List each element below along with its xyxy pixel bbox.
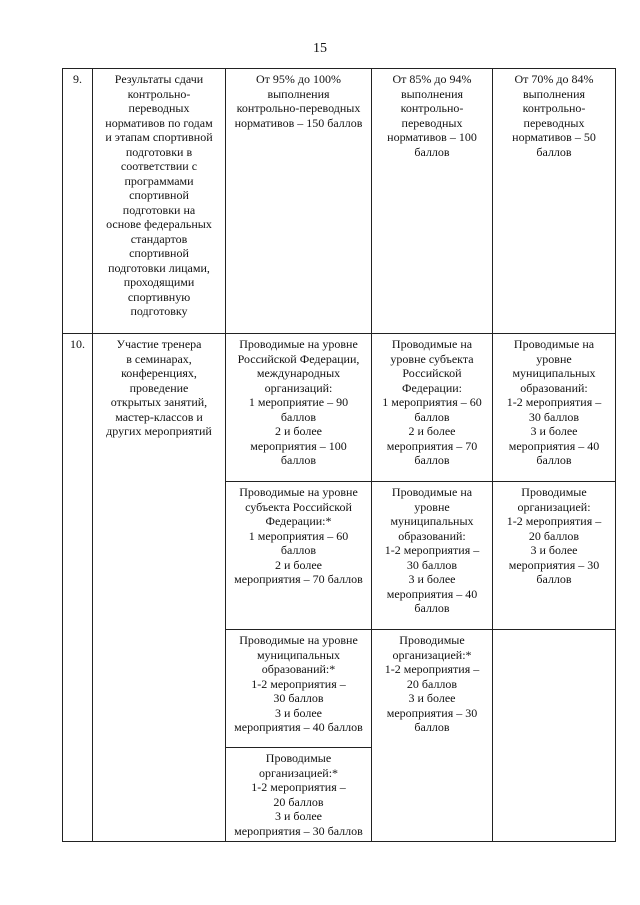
cell-text-line: баллов: [536, 572, 572, 586]
cell-text-line: основе федеральных: [106, 217, 212, 231]
score-cell: [226, 748, 372, 842]
score-cell: [372, 482, 493, 630]
cell-text-line: 3 и более: [274, 809, 322, 823]
cell-text-line: мероприятия – 30: [508, 557, 600, 572]
cell-text-line: 1-2 мероприятия –: [251, 780, 346, 794]
score-cell: [226, 334, 372, 482]
cell-text-line: переводных: [128, 101, 190, 115]
cell-text-line: подготовки на: [122, 202, 196, 217]
cell-text-line: 1 мероприятия – 60: [248, 528, 349, 543]
score-cell: [493, 482, 616, 630]
cell-text-line: нормативов – 100: [387, 130, 477, 144]
cell-text-line: спортивную: [127, 289, 191, 304]
cell-text-line: переводных: [523, 115, 585, 130]
cell-text-line: 3 и более: [530, 424, 578, 438]
cell-text-line: контрольно-: [127, 86, 191, 101]
cell-text-line: Проводимые на: [391, 337, 473, 351]
score-cell: [226, 630, 372, 748]
cell-text-line: 30 баллов: [273, 691, 324, 705]
cell-text-line: Российской Федерации,: [237, 351, 360, 366]
cell-text-line: мероприятия – 100: [250, 438, 347, 453]
cell-text-line: стандартов: [130, 231, 188, 246]
cell-text-line: Проводимые на: [391, 485, 473, 499]
cell-text-line: 3 и более: [530, 543, 578, 557]
score-cell: [493, 334, 616, 482]
cell-text-line: 2 и более: [274, 557, 322, 572]
cell-text-line: мероприятия – 40: [386, 586, 478, 601]
cell-text-line: От 70% до 84%: [514, 72, 594, 86]
cell-text-line: 3 и более: [408, 691, 456, 705]
cell-text-line: подготовки в: [125, 144, 193, 159]
cell-text-line: мероприятия – 30 баллов: [234, 823, 363, 838]
cell-text-line: Участие тренера: [116, 337, 202, 351]
cell-text-line: проходящими: [123, 275, 195, 289]
score-cell: [493, 69, 616, 334]
cell-text-line: спортивной: [129, 188, 189, 202]
cell-text-line: 20 баллов: [273, 794, 324, 809]
cell-text-line: Российской: [402, 366, 462, 380]
cell-text-line: выполнения: [400, 86, 464, 101]
cell-text-line: Проводимые на уровне: [239, 633, 358, 647]
cell-text-line: организаций:: [264, 380, 333, 395]
cell-text-line: соответствии с: [120, 159, 198, 173]
score-cell: [372, 69, 493, 334]
cell-text-line: Проводимые: [399, 633, 465, 647]
cell-text-line: 1 мероприятие – 90: [248, 395, 349, 409]
cell-text-line: выполнения: [522, 86, 586, 101]
cell-text-line: От 95% до 100%: [255, 72, 341, 86]
cell-text-line: Результаты сдачи: [114, 72, 204, 86]
cell-text-line: баллов: [280, 453, 317, 467]
cell-text-line: Федерации:: [401, 380, 462, 395]
cell-text-line: международных: [256, 366, 341, 380]
cell-text-line: Федерации:*: [265, 514, 332, 528]
cell-text-line: организацией:: [517, 499, 591, 514]
cell-text-line: организацией:*: [258, 765, 339, 780]
cell-text-line: 30 баллов: [528, 409, 580, 424]
cell-text-line: 1-2 мероприятия –: [384, 662, 480, 676]
cell-text-line: баллов: [414, 601, 450, 615]
score-cell: [226, 482, 372, 630]
cell-text-line: и этапам спортивной: [105, 130, 213, 144]
cell-text-line: подготовки лицами,: [108, 260, 210, 275]
cell-text-line: спортивной: [129, 246, 189, 260]
cell-text-line: баллов: [280, 543, 317, 557]
cell-text-line: уровне: [536, 351, 572, 366]
cell-text-line: мероприятия – 40 баллов: [234, 720, 363, 734]
cell-text-line: образований:*: [261, 662, 336, 676]
cell-text-line: баллов: [280, 409, 317, 424]
page-number: 15: [313, 41, 327, 56]
cell-text-line: субъекта Российской: [245, 499, 352, 514]
criterion-cell: [93, 69, 226, 334]
cell-text-line: баллов: [414, 453, 450, 467]
cell-text-line: 3 и более: [274, 705, 322, 720]
cell-text-line: 20 баллов: [406, 676, 458, 691]
cell-text-line: программами: [124, 173, 194, 188]
cell-text-line: 1 мероприятия – 60: [382, 395, 482, 409]
cell-text-line: баллов: [414, 144, 450, 159]
cell-text-line: организацией:*: [392, 647, 472, 662]
cell-text-line: 1-2 мероприятия –: [251, 676, 346, 691]
score-cell: [493, 630, 616, 842]
cell-text-line: уровне субъекта: [390, 351, 474, 366]
cell-text-line: проведение: [129, 380, 189, 395]
cell-text-line: 20 баллов: [528, 528, 580, 543]
cell-text-line: баллов: [414, 409, 450, 424]
cell-text-line: баллов: [536, 453, 572, 467]
row-number: 9.: [63, 69, 93, 334]
cell-text-line: 2 и более: [408, 424, 456, 438]
cell-text-line: 1-2 мероприятия –: [506, 395, 602, 409]
cell-text-line: других мероприятий: [106, 424, 212, 438]
criterion-cell: [93, 334, 226, 842]
table-row: [63, 334, 616, 482]
row-number: 10.: [63, 334, 93, 842]
cell-text-line: нормативов – 150 баллов: [234, 115, 363, 130]
cell-text-line: Проводимые: [265, 751, 332, 765]
cell-text-line: От 85% до 94%: [392, 72, 472, 86]
cell-text-line: муниципальных: [256, 647, 341, 662]
cell-text-line: открытых занятий,: [110, 395, 208, 409]
cell-text-line: Проводимые: [521, 485, 587, 499]
cell-text-line: муниципальных: [390, 514, 474, 528]
cell-text-line: переводных: [401, 115, 463, 130]
cell-text-line: муниципальных: [512, 366, 596, 380]
cell-text-line: мероприятия – 70: [386, 438, 478, 453]
cell-text-line: баллов: [414, 720, 450, 734]
cell-text-line: образований:: [520, 380, 588, 395]
cell-text-line: 1-2 мероприятия –: [384, 543, 480, 557]
cell-text-line: Проводимые на: [513, 337, 595, 351]
cell-text-line: мероприятия – 30: [386, 705, 478, 720]
cell-text-line: контрольно-: [400, 101, 464, 115]
cell-text-line: выполнения: [267, 86, 330, 101]
cell-text-line: 30 баллов: [406, 557, 458, 572]
score-cell: [372, 334, 493, 482]
cell-text-line: образований:: [398, 528, 466, 543]
cell-text-line: Проводимые на уровне: [239, 485, 358, 499]
cell-text-line: контрольно-: [522, 101, 586, 115]
score-cell: [372, 630, 493, 842]
cell-text-line: мастер-классов и: [115, 409, 203, 424]
cell-text-line: нормативов по годам: [105, 115, 213, 130]
criteria-table: [62, 68, 616, 842]
cell-text-line: 2 и более: [274, 424, 322, 438]
cell-text-line: 3 и более: [408, 572, 456, 586]
cell-text-line: контрольно-переводных: [236, 101, 361, 115]
cell-text-line: конференциях,: [121, 366, 197, 380]
cell-text-line: 1-2 мероприятия –: [506, 514, 602, 528]
table-row: [63, 69, 616, 334]
cell-text-line: подготовку: [130, 304, 188, 318]
cell-text-line: в семинарах,: [126, 351, 192, 366]
cell-text-line: баллов: [536, 144, 572, 159]
cell-text-line: нормативов – 50: [512, 130, 596, 144]
cell-text-line: мероприятия – 40: [508, 438, 600, 453]
cell-text-line: мероприятия – 70 баллов: [234, 572, 363, 586]
score-cell: [226, 69, 372, 334]
cell-text-line: Проводимые на уровне: [239, 337, 358, 351]
cell-text-line: уровне: [414, 499, 450, 514]
